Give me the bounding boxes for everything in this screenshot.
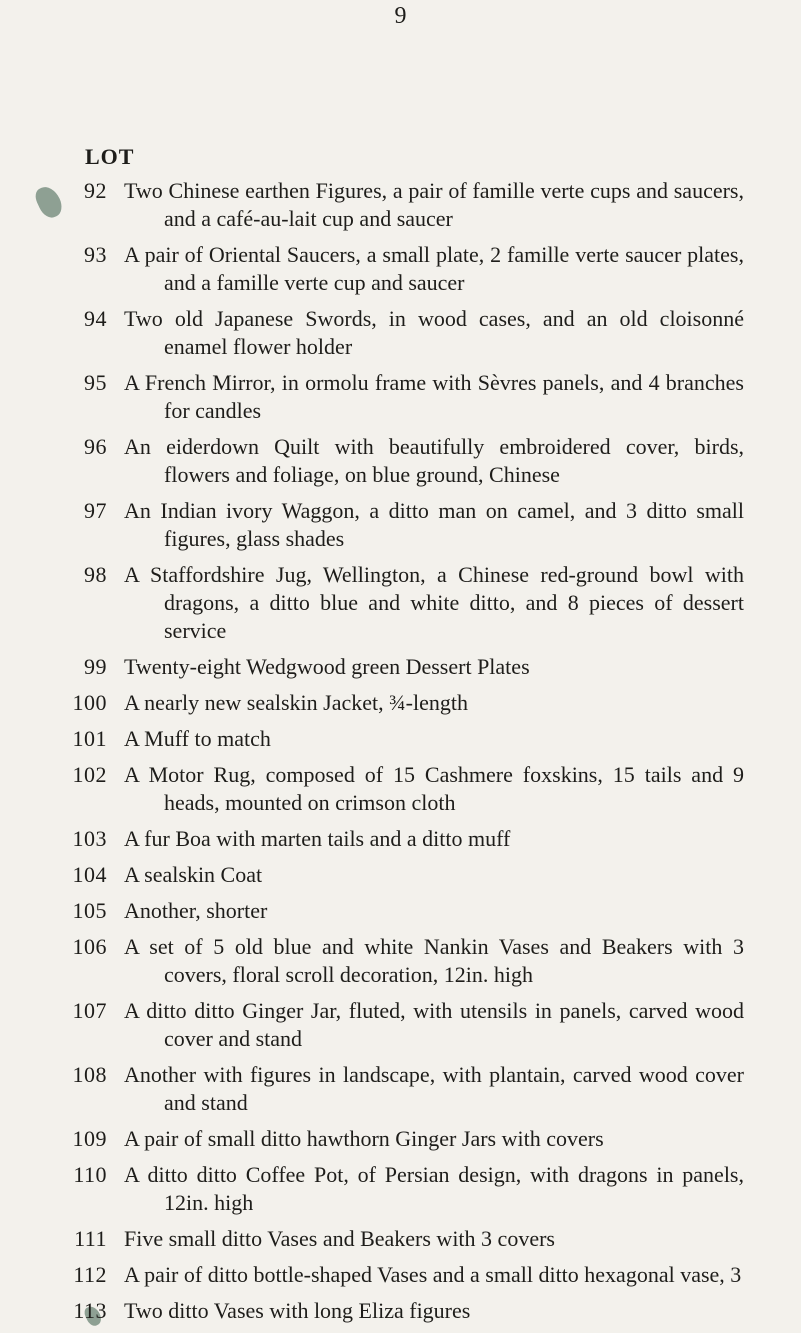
lot-entry	[0, 1297, 801, 1325]
lot-entry	[0, 689, 801, 717]
lot-number: 109	[72, 1126, 107, 1151]
lot-number: 102	[72, 762, 107, 787]
lot-entry	[0, 241, 801, 297]
lot-list	[0, 177, 801, 1333]
lot-number: 105	[72, 898, 107, 923]
lot-number: 100	[72, 690, 107, 715]
lot-number: 99	[84, 654, 107, 679]
lot-number: 101	[72, 726, 107, 751]
lot-number: 97	[84, 498, 107, 523]
lot-entry	[0, 761, 801, 817]
lot-entry	[0, 1125, 801, 1153]
lot-number: 94	[84, 306, 107, 331]
lot-description: Two old Japanese Swords, in wood cases, and an old cloisonné enamel flower holder	[124, 306, 744, 359]
lot-number: 95	[84, 370, 107, 395]
lot-entry	[0, 1225, 801, 1253]
lot-description: A Staffordshire Jug, Wellington, a Chinese red-ground bowl with dragons, a ditto blue and white ditto, and 8 pieces of dessert service	[124, 562, 744, 643]
lot-description: A sealskin Coat	[124, 862, 263, 887]
lot-entry	[0, 861, 801, 889]
lot-entry	[0, 653, 801, 681]
lot-number: 96	[84, 434, 107, 459]
lot-description: Five small ditto Vases and Beakers with 3 covers	[124, 1226, 555, 1251]
lot-number: 112	[73, 1262, 107, 1287]
lot-description: A ditto ditto Coffee Pot, of Persian design, with dragons in panels, 12in. high	[124, 1162, 744, 1215]
lot-entry	[0, 1161, 801, 1217]
lot-column-header: LOT	[85, 144, 135, 169]
lot-description: A fur Boa with marten tails and a ditto muff	[124, 826, 511, 851]
lot-description: A set of 5 old blue and white Nankin Vases and Beakers with 3 covers, floral scroll decoration, 12in. high	[124, 934, 744, 987]
lot-entry	[0, 725, 801, 753]
lot-description: Another, shorter	[124, 898, 268, 923]
lot-number: 104	[72, 862, 107, 887]
lot-number: 93	[84, 242, 107, 267]
lot-entry	[0, 433, 801, 489]
lot-entry	[0, 897, 801, 925]
lot-entry	[0, 997, 801, 1053]
lot-description: A Muff to match	[124, 726, 271, 751]
lot-number: 108	[72, 1062, 107, 1087]
lot-description: A pair of Oriental Saucers, a small plate, 2 famille verte saucer plates, and a famille verte cup and saucer	[124, 242, 744, 295]
lot-entry	[0, 933, 801, 989]
lot-description: Two ditto Vases with long Eliza figures	[124, 1298, 471, 1323]
lot-description: A Motor Rug, composed of 15 Cashmere foxskins, 15 tails and 9 heads, mounted on crimson cloth	[124, 762, 744, 815]
page-number: 9	[394, 3, 407, 29]
lot-description: Another with figures in landscape, with plantain, carved wood cover and stand	[124, 1062, 744, 1115]
lot-number: 113	[73, 1298, 107, 1323]
lot-entry	[0, 825, 801, 853]
lot-entry	[0, 1261, 801, 1289]
lot-description: A pair of ditto bottle-shaped Vases and a small ditto hexagonal vase, 3	[124, 1262, 742, 1287]
lot-description: A nearly new sealskin Jacket, ¾-length	[124, 690, 468, 715]
lot-description: A French Mirror, in ormolu frame with Sèvres panels, and 4 branches for candles	[124, 370, 744, 423]
lot-description: A ditto ditto Ginger Jar, fluted, with utensils in panels, carved wood cover and stand	[124, 998, 744, 1051]
lot-number: 98	[84, 562, 107, 587]
lot-description: An Indian ivory Waggon, a ditto man on camel, and 3 ditto small figures, glass shades	[124, 498, 744, 551]
lot-number: 110	[73, 1162, 107, 1187]
lot-description: An eiderdown Quilt with beautifully embroidered cover, birds, flowers and foliage, on blue ground, Chinese	[124, 434, 744, 487]
lot-entry	[0, 1061, 801, 1117]
lot-description: Two Chinese earthen Figures, a pair of famille verte cups and saucers, and a café-au-lait cup and saucer	[124, 178, 744, 231]
lot-number: 106	[72, 934, 107, 959]
lot-entry	[0, 305, 801, 361]
lot-entry	[0, 177, 801, 233]
lot-entry	[0, 561, 801, 645]
lot-entry	[0, 369, 801, 425]
lot-description: Twenty-eight Wedgwood green Dessert Plates	[124, 654, 530, 679]
lot-number: 103	[72, 826, 107, 851]
lot-number: 107	[72, 998, 107, 1023]
lot-number: 111	[74, 1226, 107, 1251]
lot-number: 92	[84, 178, 107, 203]
lot-description: A pair of small ditto hawthorn Ginger Jars with covers	[124, 1126, 604, 1151]
lot-entry	[0, 497, 801, 553]
